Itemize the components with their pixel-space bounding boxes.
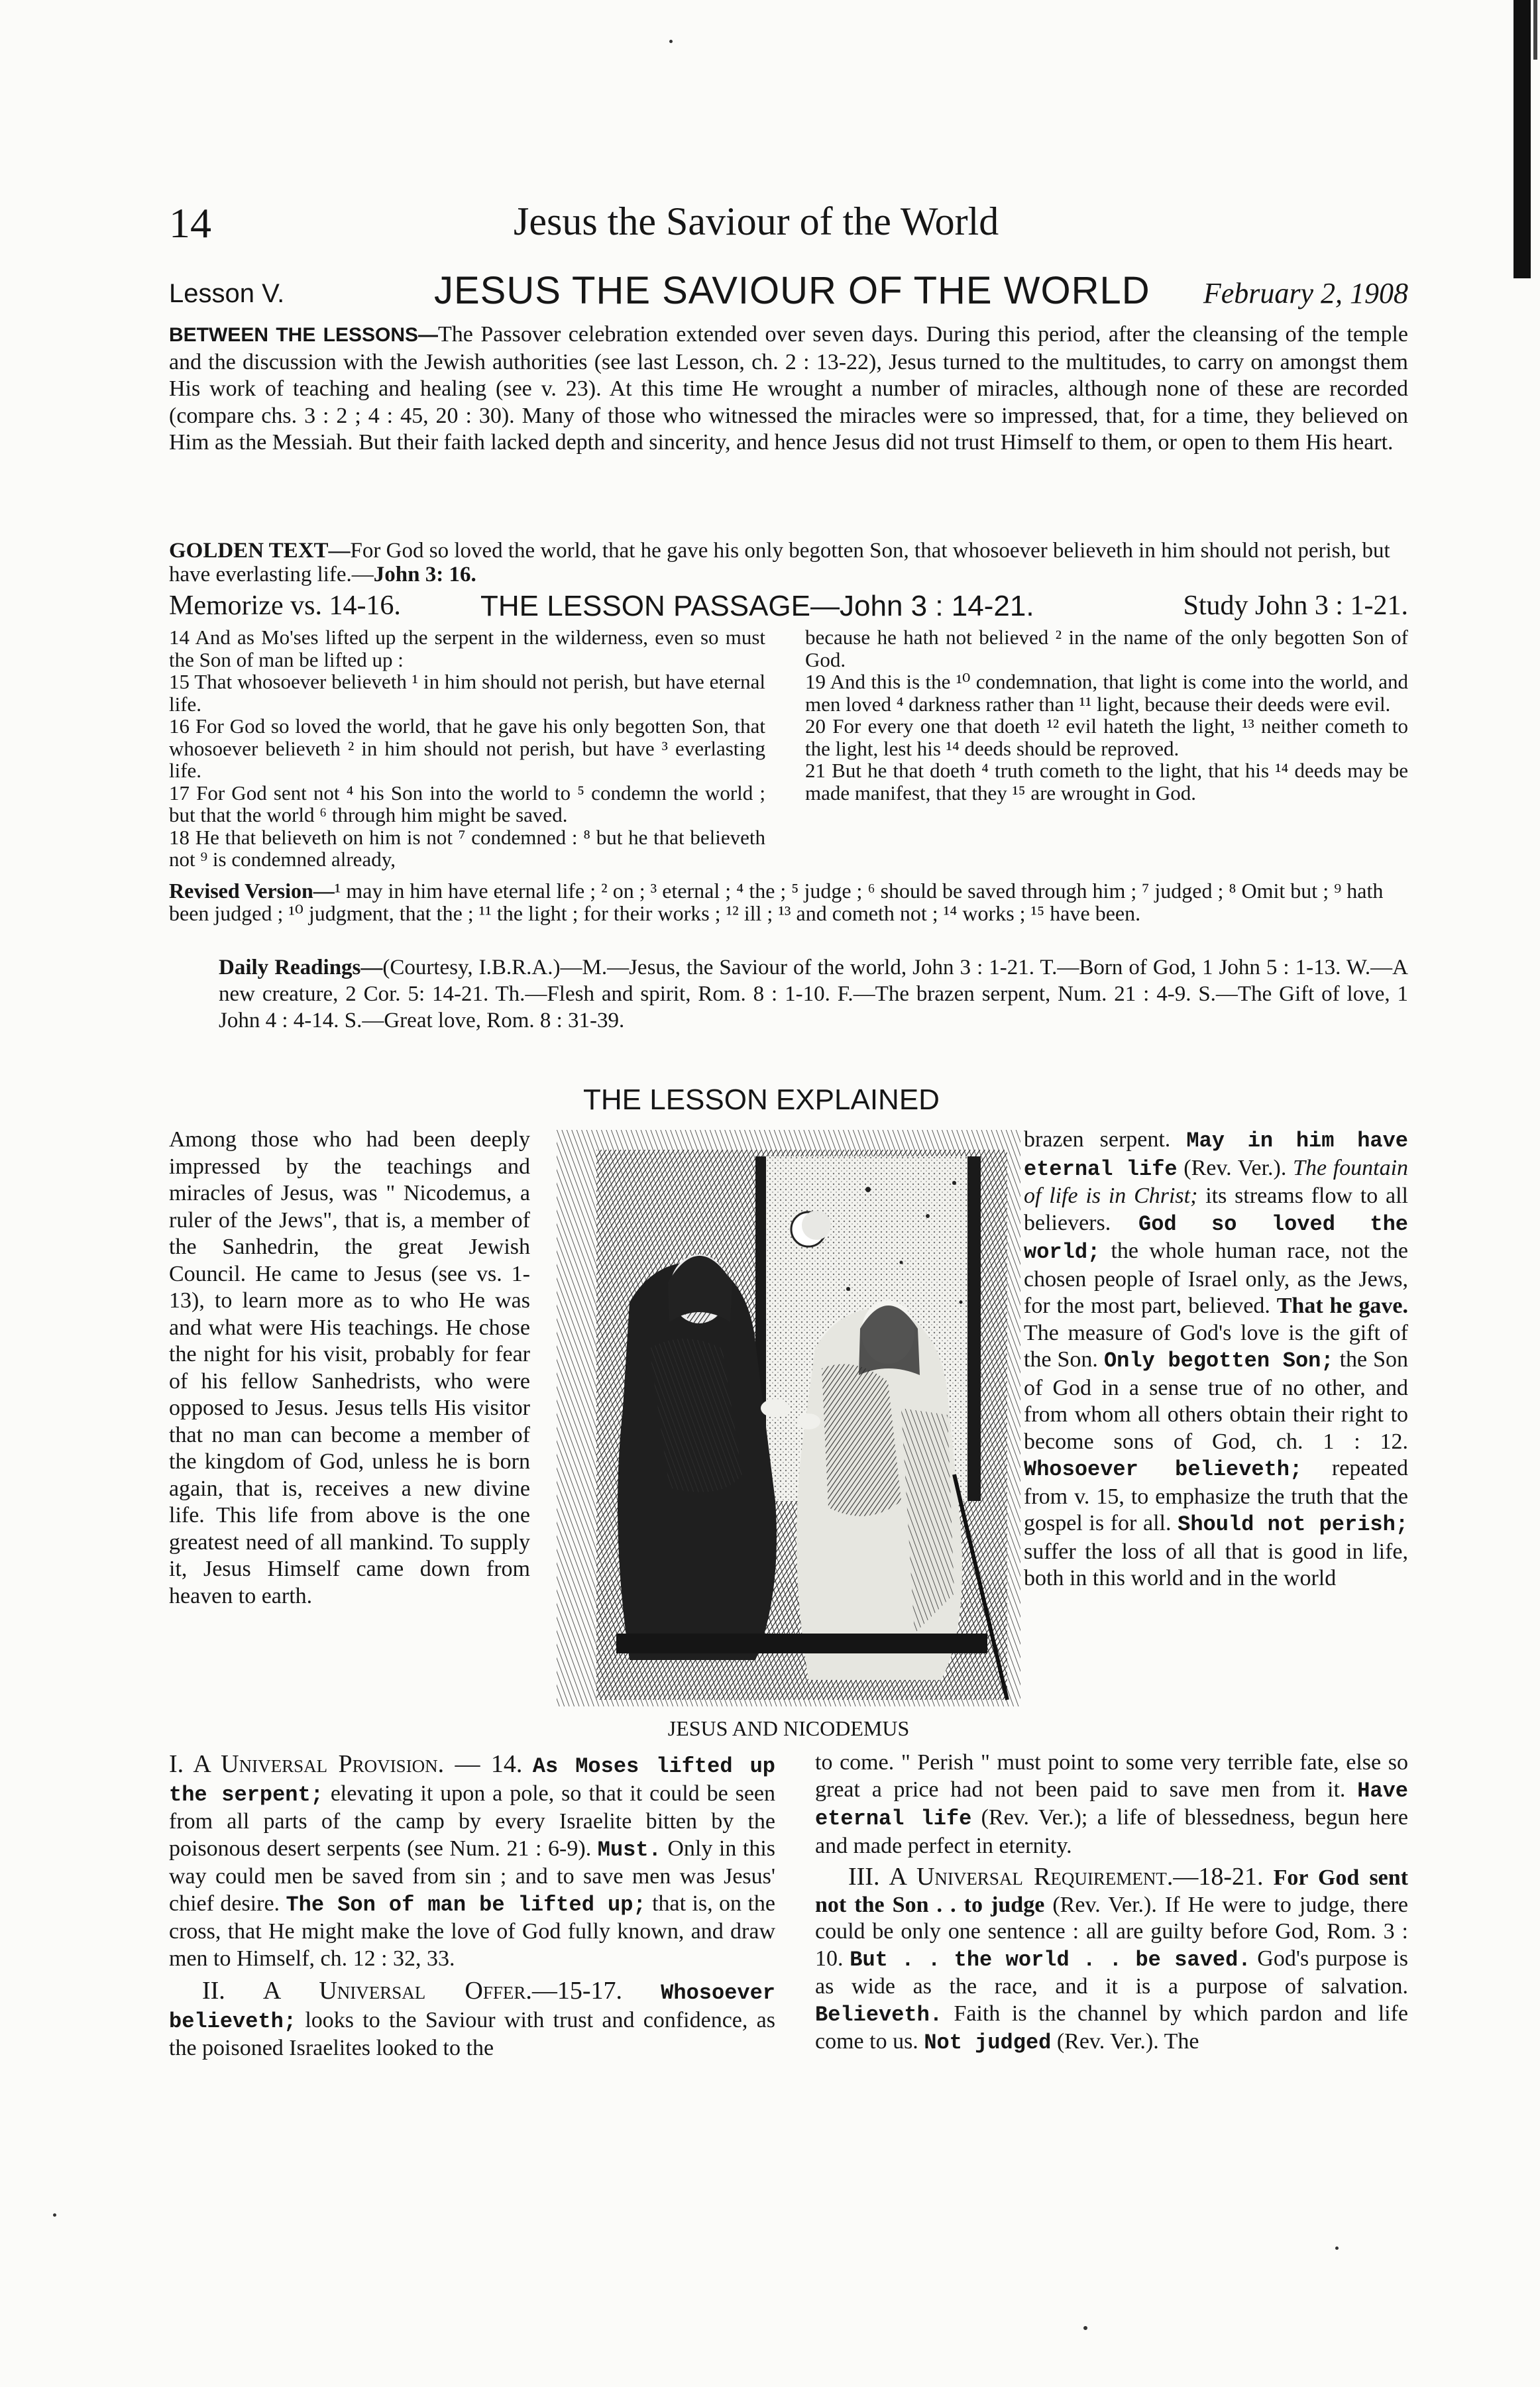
rt-text-4: the whole human race, not the chosen people of Israel only, as the Jews, for the most part, believed.: [1024, 1239, 1409, 1318]
rb-text-2: (Rev. Ver.); a life of blessedness, begun here and made perfect in eternity.: [815, 1805, 1408, 1858]
lesson-passage-title: THE LESSON PASSAGE—John 3 : 14-21.: [480, 590, 1034, 622]
golden-text-reference: John 3: 16.: [373, 563, 476, 586]
between-the-lessons: [169, 321, 1408, 457]
rt-keyword-3: That he gave.: [1276, 1294, 1409, 1318]
daily-readings: [219, 954, 1408, 1034]
section-3: [815, 1862, 1408, 2057]
section-2-text-1: looks to the Saviour with trust and confidence, as the poisoned Israelites looked to the: [169, 2007, 776, 2060]
golden-text-body: For God so loved the world, that he gave his only begotten Son, that whosoever believeth in him should not perish, but have everlasting life.—: [169, 539, 1390, 586]
section-2: [169, 1976, 775, 2062]
illustration-caption: JESUS AND NICODEMUS: [667, 1716, 910, 1740]
section-2-heading: II. A Universal Offer.—15-17.: [202, 1977, 623, 2005]
rt-keyword-5: Whosoever believeth;: [1024, 1457, 1303, 1482]
rt-text-2: (Rev. Ver.).: [1183, 1155, 1287, 1180]
verse-19: 19 And this is the ¹⁰ condemnation, that light is come into the world, and men loved ⁴ darkness rather than ¹¹ light, because their deeds were evil.: [805, 670, 1408, 716]
section-3-keyword-4: Not judged: [924, 2030, 1052, 2055]
rt-text-3: its streams flow to all believers.: [1024, 1184, 1408, 1235]
rb-keyword-1: Have eternal life: [815, 1778, 1408, 1831]
passage-header-row: [169, 590, 1408, 630]
rt-keyword-1: May in him have eternal life: [1024, 1129, 1409, 1182]
scan-speck: [1335, 2247, 1339, 2250]
section-1-keyword-2: Must.: [597, 1837, 661, 1862]
section-1-text-2: Only in this way could men be saved from sin ; and to save men was Jesus' chief desire.: [169, 1836, 776, 1916]
revised-version-text: ¹ may in him have eternal life ; ² on ; ³ eternal ; ⁴ the ; ⁵ judge ; ⁶ should be saved through him ; ⁷ judged ; ⁸ Omit but ; ⁹ hath been judged ; ¹⁰ judgment, that the ; ¹¹ the light ; for their works ; ¹² ill ; ¹³ and cometh not ; ¹⁴ works ; ¹⁵ have been.: [169, 879, 1384, 925]
section-3-keyword-2: But . . the world . . be saved.: [850, 1947, 1251, 1972]
rt-text-5: The measure of God's love is the gift of the Son.: [1024, 1320, 1408, 1372]
section-3-heading: III. A Universal Requirement.—18-21.: [848, 1863, 1264, 1891]
section-1-heading: I. A Universal Provision. — 14.: [169, 1750, 523, 1778]
golden-text-label: GOLDEN TEXT—: [169, 539, 351, 563]
verse-20: 20 For every one that doeth ¹² evil hateth the light, ¹³ neither cometh to the light, lest his ¹⁴ deeds should be reproved.: [805, 714, 1408, 760]
right-column-bottom: [815, 1749, 1408, 2057]
revised-version-label: Revised Version—: [169, 879, 335, 903]
verse-18: 18 He that believeth on him is not ⁷ condemned : ⁸ but he that believeth not ⁹ is condemned already,: [169, 825, 765, 871]
rt-text-8: suffer the loss of all that is good in life, both in this world and in the world: [1024, 1539, 1408, 1590]
study-note: Study John 3 : 1-21.: [1183, 590, 1408, 621]
verses-left-column: [169, 626, 765, 871]
section-3-text-2: God's purpose is as wide as the race, and it is a purpose of salvation.: [815, 1946, 1409, 1999]
rt-text-1: brazen serpent.: [1024, 1127, 1171, 1152]
right-bottom-continuation: [815, 1749, 1408, 1860]
scan-speck: [669, 40, 673, 43]
section-3-text-1: (Rev. Ver.). If He were to judge, there could be only one sentence : all are guilty before God, Rom. 3 : 10.: [815, 1892, 1408, 1971]
golden-text: [169, 539, 1408, 586]
right-column-top: [1024, 1127, 1408, 1592]
running-title: Jesus the Saviour of the World: [514, 199, 999, 243]
jesus-and-nicodemus-illustration: [557, 1130, 1020, 1706]
daily-readings-label: Daily Readings—: [219, 956, 383, 979]
lesson-explained-title: THE LESSON EXPLAINED: [583, 1083, 940, 1116]
revised-version-notes: [169, 880, 1408, 924]
section-1-text-1: elevating it upon a pole, so that it could be seen from all parts of the camp by every Israelite bitten by the poisonous desert serpents (see Num. 21 : 6-9).: [169, 1781, 776, 1861]
verse-14: 14 And as Mo'ses lifted up the serpent in the wilderness, even so must the Son of man be lifted up :: [169, 626, 765, 671]
verse-18-continued: because he hath not believed ² in the name of the only begotten Son of God.: [805, 626, 1408, 671]
section-1: [169, 1749, 775, 1972]
section-1-keyword-1: As Moses lifted up the serpent;: [169, 1754, 776, 1807]
rb-text-1: to come. " Perish " must point to some very terrible fate, else so great a price had not been paid to save men from it.: [815, 1750, 1408, 1802]
rt-keyword-6: Should not perish;: [1178, 1512, 1409, 1537]
lesson-date: February 2, 1908: [1203, 277, 1408, 309]
memorize-note: Memorize vs. 14-16.: [169, 590, 401, 621]
verse-15: 15 That whosoever believeth ¹ in him should not perish, but have eternal life.: [169, 670, 765, 716]
verse-16: 16 For God so loved the world, that he gave his only begotten Son, that whosoever believeth ² in him should not perish, but have ³ everlasting life.: [169, 714, 765, 782]
woodcut-engraving: [557, 1130, 1020, 1706]
verse-17: 17 For God sent not ⁴ his Son into the world to ⁵ condemn the world ; but that the world ⁶ through him might be saved.: [169, 781, 765, 826]
section-1-text-3: that is, on the cross, that He might make the love of God fully known, and draw men to Himself, ch. 12 : 32, 33.: [169, 1891, 776, 1971]
rt-keyword-2: God so loved the world;: [1024, 1211, 1409, 1264]
left-column-bottom: [169, 1749, 775, 2062]
between-label: BETWEEN THE LESSONS—: [169, 324, 439, 346]
rt-italic-1: The fountain of life is in Christ;: [1024, 1155, 1409, 1208]
rt-keyword-4: Only begotten Son;: [1103, 1349, 1334, 1373]
section-3-keyword-1: For God sent not the Son . . to judge: [815, 1865, 1409, 1917]
scan-speck: [1083, 2326, 1087, 2330]
scan-edge-bar: [1513, 0, 1531, 278]
lesson-number: Lesson V.: [169, 279, 285, 308]
section-3-text-4: (Rev. Ver.). The: [1056, 2029, 1199, 2054]
running-header: [169, 199, 1057, 272]
section-3-keyword-3: Believeth.: [815, 2002, 943, 2027]
intro-paragraph: Among those who had been deeply impressed by the teachings and miracles of Jesus, was " Nicodemus, a ruler of the Jews", that is, a member of the Sanhedrin, the great Jewish Council. He came to Jesus (see vs. 1-13), to learn more as to who He was and what were His teachings. He chose the night for his visit, probably for fear of his fellow Sanhedrists, who were opposed to Jesus. Jesus tells His visitor that no man can become a member of the kingdom of God, unless he is born again, that is, receives a new divine life. This life from above is the one greatest need of all mankind. To supply it, Jesus Himself came down from heaven to earth.: [169, 1127, 530, 1608]
section-3-text-3: Faith is the channel by which pardon and life come to us.: [815, 2001, 1409, 2054]
rt-text-6: the Son of God in a sense true of no other, and from whom all others obtain their right to become sons of God, ch. 1 : 12.: [1024, 1347, 1409, 1454]
page-number: 14: [169, 199, 211, 247]
between-text: The Passover celebration extended over seven days. During this period, after the cleansing of the temple and the discussion with the Jewish authorities (see last Lesson, ch. 2 : 13-22), Jesus turned to the multitudes, to carry on amongst them His work of teaching and healing (see v. 23). At this time He wrought a number of miracles, although none of these are recorded (compare chs. 3 : 2 ; 4 : 45, 20 : 30). Many of those who witnessed the miracles were so impressed, that, for a time, they believed on Him as the Messiah. But their faith lacked depth and sincerity, and hence Jesus did not trust Himself to them, or open to them His heart.: [169, 322, 1408, 455]
section-2-keyword-1: Whosoever believeth;: [169, 1981, 775, 2034]
verse-21: 21 But he that doeth ⁴ truth cometh to the light, that his ¹⁴ deeds may be made manifest, that they ¹⁵ are wrought in God.: [805, 759, 1408, 805]
rt-text-7: repeated from v. 15, to emphasize the truth that the gospel is for all.: [1024, 1456, 1409, 1535]
lesson-title: JESUS THE SAVIOUR OF THE WORLD: [434, 269, 1150, 312]
section-1-keyword-3: The Son of man be lifted up;: [286, 1892, 646, 1917]
daily-readings-text: (Courtesy, I.B.R.A.)—M.—Jesus, the Saviour of the world, John 3 : 1-21. T.—Born of God, 1 John 5 : 1-13. W.—A new creature, 2 Cor. 5: 14-21. Th.—Flesh and spirit, Rom. 8 : 1-10. F.—The brazen serpent, Num. 21 : 4-9. S.—The Gift of love, 1 John 4 : 4-14. S.—Great love, Rom. 8 : 31-39.: [219, 956, 1408, 1032]
scan-edge-mark: [1533, 0, 1537, 60]
verses-right-column: [805, 626, 1408, 804]
lesson-title-row: [169, 268, 1408, 321]
scan-speck: [53, 2213, 56, 2217]
